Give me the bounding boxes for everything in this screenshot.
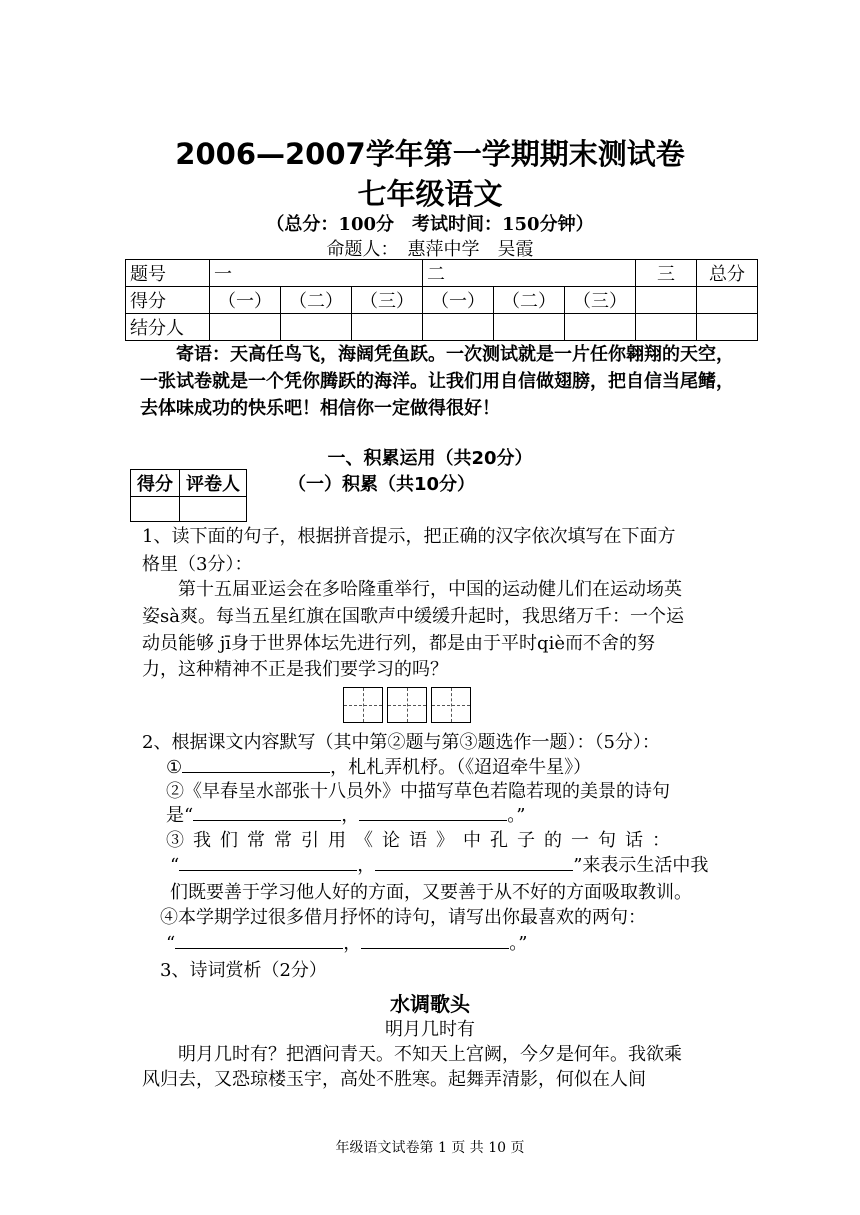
q2-item-2-answer [166, 802, 525, 830]
score-cell: （一） [210, 287, 281, 314]
item-text: 。” [509, 933, 528, 954]
exam-author: 命题人： 惠萍中学 吴霞 [326, 239, 534, 260]
fill-blank[interactable] [179, 852, 357, 871]
q1-passage: 力，这种精神不正是我们要学习的吗？ [142, 659, 448, 680]
item-text: ， [341, 805, 360, 826]
score-cell: （一） [423, 287, 494, 314]
item-text: 。” [507, 805, 526, 826]
score-cell [210, 314, 281, 341]
poem-title: 水调歌头 [390, 992, 470, 1016]
q1-passage: 动员能够 jī身于世界体坛先进行列，都是由于平时qiè而不舍的努 [142, 633, 655, 654]
poem-line: 明月几时有？把酒问青天。不知天上宫阙，今夕是何年。我欲乘 [178, 1044, 682, 1065]
score-cell [423, 314, 494, 341]
item-text: ”来表示生活中我 [573, 855, 709, 876]
score-cell: （二） [281, 287, 352, 314]
item-text: ， [357, 855, 376, 876]
item-text: “ [170, 855, 180, 876]
score-table-header-row [126, 260, 758, 287]
answer-box[interactable] [343, 687, 383, 723]
score-cell: 题号 [126, 260, 210, 287]
item-text: “ [166, 933, 176, 954]
q2-item-4: ④本学期学过很多借月抒怀的诗句，请写出你最喜欢的两句： [160, 907, 646, 928]
score-cell: 结分人 [126, 314, 210, 341]
q2-prompt: 2、根据课文内容默写（其中第②题与第③题选作一题）：（5分）： [142, 732, 660, 753]
answer-box[interactable] [387, 687, 427, 723]
score-cell: 得分 [126, 287, 210, 314]
q1-passage: 姿sà爽。每当五星红旗在国歌声中缓缓升起时，我思绪万千：一个运 [142, 606, 684, 627]
section-title: 一、积累运用（共20分） [327, 448, 533, 469]
grader-cell: 评卷人 [180, 470, 247, 497]
page-footer: 年级语文试卷第 1 页 共 10 页 [335, 1140, 525, 1156]
q2-item-4-answer [166, 930, 527, 958]
score-cell: 一 [210, 260, 423, 287]
fill-blank[interactable] [361, 930, 509, 949]
score-cell: 总分 [697, 260, 758, 287]
grader-cell [131, 497, 180, 522]
q1-prompt: 格里（3分）： [142, 554, 253, 575]
item-text: ，札札弄机杼。（《迢迢牵牛星》） [330, 757, 592, 778]
answer-box[interactable] [431, 687, 471, 723]
score-cell [281, 314, 352, 341]
score-cell [697, 287, 758, 314]
grader-table [130, 469, 247, 522]
score-cell: （二） [494, 287, 565, 314]
grader-cell: 得分 [131, 470, 180, 497]
grader-cell [180, 497, 247, 522]
score-table-row [126, 314, 758, 341]
q2-item-3-text: 们既要善于学习他人好的方面，又要善于从不好的方面吸取教训。 [170, 882, 692, 903]
item-number: ① [166, 757, 183, 778]
exam-title: 2006—2007学年第一学期期末测试卷 [175, 137, 685, 171]
score-table [125, 259, 758, 341]
q2-item-3-answer [170, 852, 708, 880]
poem-subtitle: 明月几时有 [385, 1019, 475, 1040]
fill-blank[interactable] [375, 852, 573, 871]
score-cell [636, 287, 697, 314]
score-cell: （三） [565, 287, 636, 314]
score-cell [494, 314, 565, 341]
score-cell: 二 [423, 260, 636, 287]
score-table-row [126, 287, 758, 314]
score-cell [636, 314, 697, 341]
score-cell: 三 [636, 260, 697, 287]
q3-prompt: 3、诗词赏析（2分） [160, 960, 327, 981]
fill-blank[interactable] [182, 754, 330, 773]
q2-item-2: ②《早春呈水部张十八员外》中描写草色若隐若现的美景的诗句 [166, 781, 670, 802]
subsection-title: （一）积累（共10分） [288, 474, 476, 495]
poem-line: 风归去，又恐琼楼玉宇，高处不胜寒。起舞弄清影，何似在人间 [142, 1069, 646, 1090]
encouragement-text: 寄语：天高任鸟飞，海阔凭鱼跃。一次测试就是一片任你翱翔的天空，一张试卷就是一个凭你腾跃的海洋。让我们用自信做翅膀，把自信当尾鳍，去体味成功的快乐吧！相信你一定做得很好！ [140, 344, 734, 419]
fill-blank[interactable] [359, 802, 507, 821]
exam-info: （总分：100分 考试时间：150分钟） [266, 214, 594, 235]
score-cell [697, 314, 758, 341]
score-cell [352, 314, 423, 341]
item-text: ， [343, 933, 362, 954]
exam-subject: 七年级语文 [357, 177, 503, 211]
score-cell [565, 314, 636, 341]
item-text: 是“ [166, 805, 194, 826]
q1-passage: 第十五届亚运会在多哈隆重举行，中国的运动健儿们在运动场英 [178, 579, 682, 600]
fill-blank[interactable] [175, 930, 343, 949]
q2-item-3: ③我们常常引用《论语》中孔子的一句话： [166, 830, 679, 851]
q1-prompt: 1、读下面的句子，根据拼音提示，把正确的汉字依次填写在下面方 [142, 526, 676, 547]
score-cell: （三） [352, 287, 423, 314]
fill-blank[interactable] [193, 802, 341, 821]
